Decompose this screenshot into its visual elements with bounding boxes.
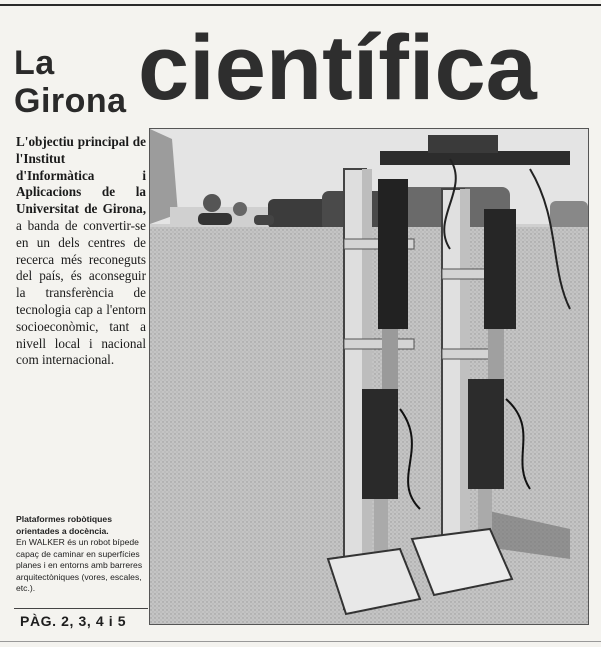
article-body-intro: L'objectiu principal de l'Institut d'Informàtica i Aplicacions de la Universitat de Girona, — [16, 134, 146, 217]
robot-photo — [149, 128, 589, 625]
headline-kicker — [14, 44, 127, 120]
headline: científica — [138, 17, 537, 119]
article-body — [16, 134, 146, 369]
bottom-rule — [0, 641, 601, 642]
page-reference: PÀG. 2, 3, 4 i 5 — [20, 613, 127, 629]
kicker-line-2: Girona — [14, 82, 127, 120]
article-body-rest: a banda de convertir-se en un dels centres de recerca més reconeguts del país, és aconseguir la transferència de tecnologia cap a l'entorn socioeconòmic, tant a nivell local i nacional com internacional. — [16, 217, 146, 368]
kicker-line-1: La — [14, 44, 55, 82]
photo-caption — [16, 514, 144, 595]
top-rule — [0, 4, 601, 6]
caption-text: En WALKER és un robot bípede capaç de caminar en superfícies planes i en entorns amb barreres arquitectòniques (vores, escales, etc.). — [16, 537, 143, 593]
footer-rule — [14, 608, 148, 609]
caption-title: Plataformes robòtiques orientades a docència. — [16, 514, 112, 536]
robot-photo-illustration — [150, 129, 588, 624]
